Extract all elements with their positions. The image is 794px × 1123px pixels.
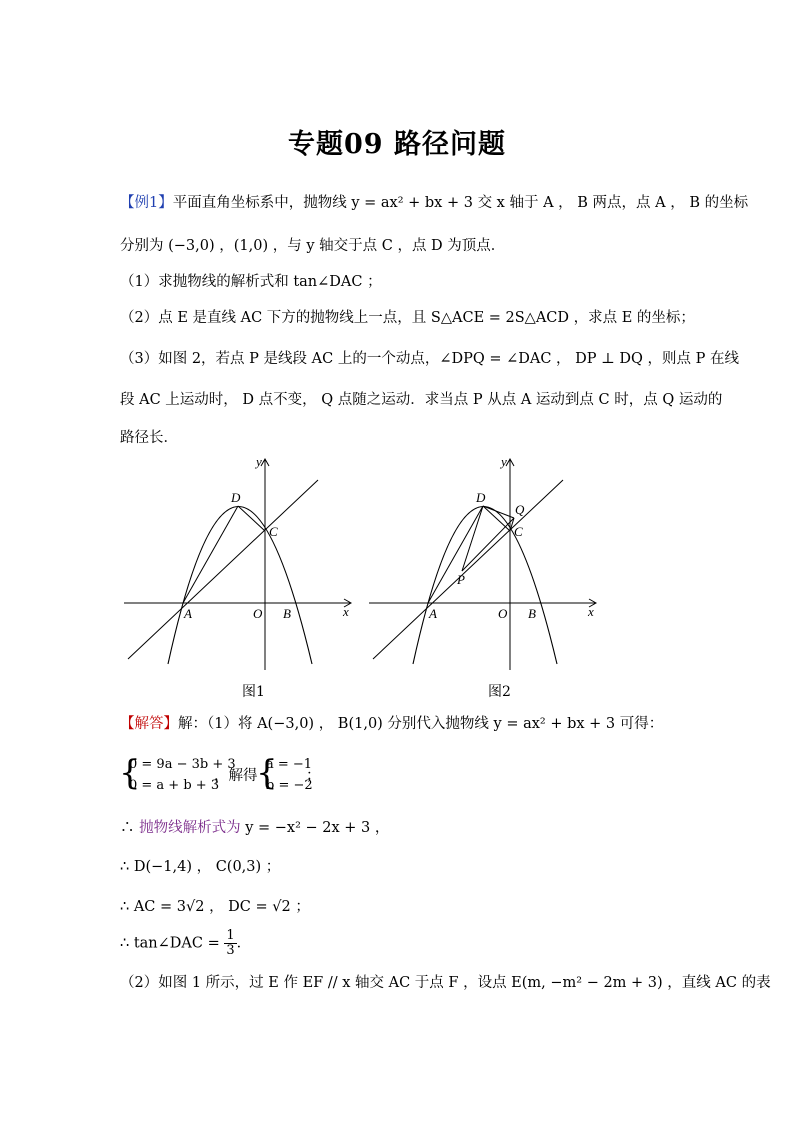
fig2-label-y: y (501, 454, 507, 469)
problem-line-2: 分别为 (−3,0) ，(1,0) ，与 y 轴交于点 C ，点 D 为顶点． (120, 238, 506, 254)
solution-tag: 【解答】 (120, 716, 178, 732)
fig2-label-d: D (476, 490, 486, 505)
solution-step-1 (120, 818, 389, 838)
fig2-label-x: x (588, 604, 594, 619)
fig1-segment-ad (183, 506, 238, 603)
question-3-line-3: 路径长． (120, 430, 178, 446)
fig1-label-y: y (256, 454, 262, 469)
step-4-prefix: ∴ tan∠DAC = (120, 935, 220, 952)
fig1-segment-dc (238, 506, 265, 531)
fraction-numerator: 1 (226, 928, 235, 943)
result-a: a = −1 (266, 757, 313, 772)
fig2-label-p: P (457, 572, 465, 587)
fig1-label-x: x (343, 604, 349, 619)
fig2-segment-pq (462, 518, 514, 571)
solution-step-3: ∴ AC = 3√2 ， DC = √2 ； (120, 899, 310, 915)
fig1-label-b: B (283, 606, 291, 621)
solution-part-2: （2）如图 1 所示，过 E 作 EF // x 轴交 AC 于点 F ，设点 E(m, −m² − 2m + 3) ，直线 AC 的表 (120, 975, 771, 991)
solution-step-4 (120, 929, 251, 958)
step-1-text: 抛物线解析式为 (139, 820, 241, 836)
fig1-label-o: O (253, 606, 263, 621)
fig2-line-ac (373, 480, 563, 659)
fig2-segment-dp (462, 506, 483, 571)
solution-step-2: ∴ D(−1,4) ， C(0,3) ； (120, 859, 281, 875)
fig2-label-o: O (498, 606, 508, 621)
therefore-1: ∴ (120, 820, 140, 836)
result-end: ； (306, 768, 321, 784)
question-3-line-1: （3）如图 2，若点 P 是线段 AC 上的一个动点，∠DPQ = ∠DAC ， DP ⊥ DQ ，则点 P 在线 (120, 351, 739, 367)
result-b: b = −2 (266, 778, 313, 793)
left-brace-1: { (119, 753, 141, 793)
equation-1: 0 = 9a − 3b + 3 (129, 757, 236, 772)
problem-text-1: 平面直角坐标系中，抛物线 y = ax² + bx + 3 交 x 轴于 A ， B 两点，点 A ， B 的坐标 (172, 195, 749, 211)
step-1-expr: y = −x² − 2x + 3 ， (240, 820, 390, 836)
figure-2-diagram (365, 452, 605, 674)
figure-2-caption: 图2 (488, 684, 511, 700)
problem-line-1 (120, 193, 748, 213)
fig1-label-a: A (184, 606, 192, 621)
fig2-label-q: Q (515, 502, 525, 517)
question-1: （1）求抛物线的解析式和 tan∠DAC ； (120, 274, 382, 290)
fig2-label-b: B (528, 606, 536, 621)
fig1-parabola (168, 507, 312, 665)
fraction-denominator: 3 (226, 943, 235, 958)
solved-label: ，解得 (214, 768, 258, 784)
example-tag: 【例1】 (120, 195, 173, 211)
question-2: （2）点 E 是直线 AC 下方的抛物线上一点，且 S△ACE = 2S△ACD ，求点 E 的坐标； (120, 310, 695, 326)
page-title: 专题09 路径问题 (288, 129, 506, 160)
solution-intro: 解：（1）将 A(−3,0) ， B(1,0) 分别代入抛物线 y = ax² + bx + 3 可得： (178, 716, 664, 732)
left-brace-2: { (256, 753, 278, 793)
fig2-segment-ad (428, 506, 483, 603)
equation-2: 0 = a + b + 3 (129, 778, 220, 793)
fig2-segment-dq (483, 506, 514, 518)
figure-1-diagram (120, 452, 360, 674)
figure-1-caption: 图1 (242, 684, 265, 700)
question-3-line-2: 段 AC 上运动时， D 点不变， Q 点随之运动．求当点 P 从点 A 运动到点 C 时，点 Q 运动的 (120, 392, 723, 408)
fig2-label-c: C (514, 524, 523, 539)
fig2-segment-dc (483, 506, 510, 531)
fig1-label-c: C (269, 524, 278, 539)
fig2-parabola (413, 507, 557, 665)
fig2-label-a: A (429, 606, 437, 621)
step-4-end: ． (236, 935, 252, 952)
fig1-line-ac (128, 480, 318, 659)
fig1-label-d: D (231, 490, 241, 505)
fraction-one-third (224, 929, 236, 958)
solution-intro-line (120, 714, 663, 734)
